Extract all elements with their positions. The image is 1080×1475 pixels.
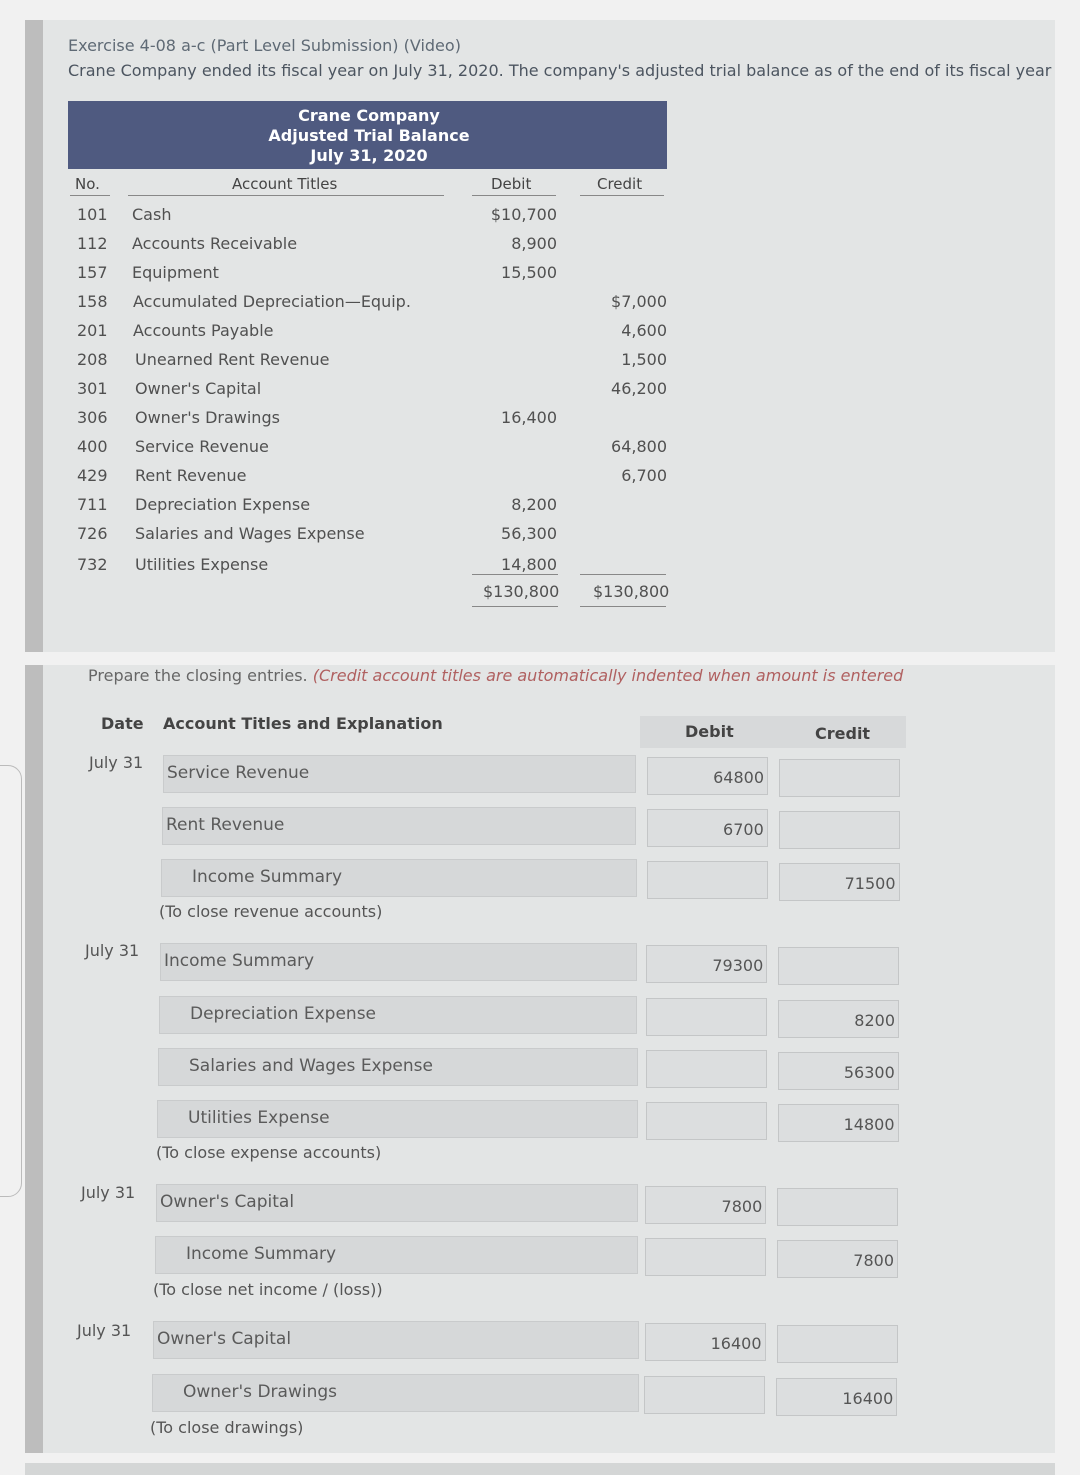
account-title-input[interactable]: Owner's Capital [153,1321,639,1359]
account-title-input[interactable]: Income Summary [161,859,637,897]
debit-input[interactable]: 16400 [645,1323,766,1361]
credit-input[interactable]: 16400 [776,1378,897,1416]
account-title: Rent Revenue [135,466,247,485]
debit-input[interactable] [644,1376,765,1414]
account-title: Owner's Drawings [135,408,280,427]
credit-amount: 1,500 [621,350,667,369]
account-title-input[interactable]: Utilities Expense [157,1100,638,1138]
instruction-text: Prepare the closing entries. [88,666,308,685]
debit-amount: 8,200 [511,495,557,514]
credit-input[interactable] [779,759,900,797]
account-number: 101 [77,205,108,224]
debit-input[interactable] [647,861,768,899]
credit-amount: 4,600 [621,321,667,340]
double-rule [580,606,666,607]
account-title: Accumulated Depreciation—Equip. [133,292,411,311]
account-title-input[interactable]: Owner's Drawings [152,1374,639,1412]
total-debit: $130,800 [483,582,560,601]
next-panel-edge [25,1463,1055,1475]
account-number: 711 [77,495,108,514]
account-title-input[interactable]: Income Summary [155,1236,638,1274]
trial-balance-row [0,292,1080,316]
account-number: 301 [77,379,108,398]
account-number: 429 [77,466,108,485]
debit-amount: 8,900 [511,234,557,253]
trial-balance-row [0,524,1080,548]
account-title: Accounts Receivable [132,234,298,253]
account-number: 732 [77,555,108,574]
credit-input[interactable]: 71500 [779,863,900,901]
credit-input[interactable] [777,1188,898,1226]
account-number: 726 [77,524,108,543]
credit-input[interactable] [779,811,900,849]
exercise-description: Crane Company ended its fiscal year on July 31, 2020. The company's adjusted trial balance as of the end of its fiscal year [68,61,1052,80]
trial-balance-row [0,205,1080,229]
account-title: Owner's Capital [135,379,262,398]
credit-input[interactable]: 8200 [778,1000,899,1038]
credit-input[interactable]: 14800 [778,1104,899,1142]
trial-balance-row [0,555,1080,579]
closing-instruction [88,666,903,685]
debit-input[interactable]: 7800 [645,1186,766,1224]
entry-explanation: (To close drawings) [150,1418,304,1437]
company-name: Crane Company [298,106,440,125]
total-credit: $130,800 [593,582,670,601]
col-header-debit: Debit [491,175,532,193]
report-name: Adjusted Trial Balance [268,126,470,145]
account-title-input[interactable]: Income Summary [160,943,637,981]
underline [128,195,444,196]
trial-balance-row [0,321,1080,345]
account-title: Equipment [132,263,219,282]
total-rule [472,574,558,575]
debit-input[interactable]: 6700 [647,809,768,847]
debit-input[interactable] [646,1050,767,1088]
trial-balance-row [0,350,1080,374]
entry-date: July 31 [81,1183,136,1202]
double-rule [472,606,558,607]
debit-amount: $10,700 [490,205,557,224]
entry-explanation: (To close revenue accounts) [159,902,383,921]
account-title: Salaries and Wages Expense [135,524,365,543]
underline [70,195,110,196]
account-title-input[interactable]: Salaries and Wages Expense [158,1048,638,1086]
credit-amount: 64,800 [611,437,667,456]
je-header-account: Account Titles and Explanation [163,714,443,733]
account-number: 112 [77,234,108,253]
account-title-input[interactable]: Service Revenue [163,755,636,793]
debit-input[interactable]: 79300 [646,945,767,983]
exercise-title: Exercise 4-08 a-c (Part Level Submission) (Video) [68,36,461,55]
credit-amount: 46,200 [611,379,667,398]
report-date: July 31, 2020 [310,146,428,165]
debit-amount: 15,500 [501,263,557,282]
debit-amount: 16,400 [501,408,557,427]
account-title-input[interactable]: Rent Revenue [162,807,636,845]
account-number: 400 [77,437,108,456]
account-title: Unearned Rent Revenue [135,350,330,369]
entry-date: July 31 [89,753,144,772]
col-header-no: No. [75,175,100,193]
account-number: 208 [77,350,108,369]
account-title: Cash [132,205,172,224]
account-title: Utilities Expense [135,555,269,574]
total-rule [580,574,666,575]
col-header-account: Account Titles [232,175,338,193]
je-header-date: Date [101,714,144,733]
entry-date: July 31 [85,941,140,960]
entry-explanation: (To close net income / (loss)) [153,1280,383,1299]
credit-input[interactable] [778,947,899,985]
debit-input[interactable] [646,998,767,1036]
side-overlay-edge [0,765,22,1197]
account-number: 158 [77,292,108,311]
debit-input[interactable] [646,1102,767,1140]
trial-balance-row [0,263,1080,287]
credit-amount: $7,000 [611,292,667,311]
entry-explanation: (To close expense accounts) [156,1143,382,1162]
account-title-input[interactable]: Depreciation Expense [159,996,637,1034]
trial-balance-row [0,437,1080,461]
credit-amount: 6,700 [621,466,667,485]
credit-input[interactable] [777,1325,898,1363]
account-title: Depreciation Expense [135,495,311,514]
trial-balance-row [0,234,1080,258]
trial-balance-header [68,101,667,169]
je-header-credit: Credit [815,724,871,743]
underline [472,195,556,196]
debit-amount: 56,300 [501,524,557,543]
trial-balance-row [0,495,1080,519]
account-number: 157 [77,263,108,282]
account-title: Service Revenue [135,437,269,456]
je-header-debit: Debit [685,722,734,741]
credit-input[interactable]: 56300 [778,1052,899,1090]
trial-balance-row [0,379,1080,403]
instruction-note: (Credit account titles are automatically indented when amount is entered [312,666,904,685]
entry-date: July 31 [77,1321,132,1340]
account-number: 306 [77,408,108,427]
trial-balance-row [0,408,1080,432]
underline [580,195,664,196]
trial-balance-row [0,466,1080,490]
debit-amount: 14,800 [501,555,557,574]
account-title: Accounts Payable [133,321,274,340]
col-header-credit: Credit [597,175,643,193]
account-title-input[interactable]: Owner's Capital [156,1184,638,1222]
debit-input[interactable]: 64800 [647,757,768,795]
credit-input[interactable]: 7800 [777,1240,898,1278]
debit-input[interactable] [645,1238,766,1276]
account-number: 201 [77,321,108,340]
